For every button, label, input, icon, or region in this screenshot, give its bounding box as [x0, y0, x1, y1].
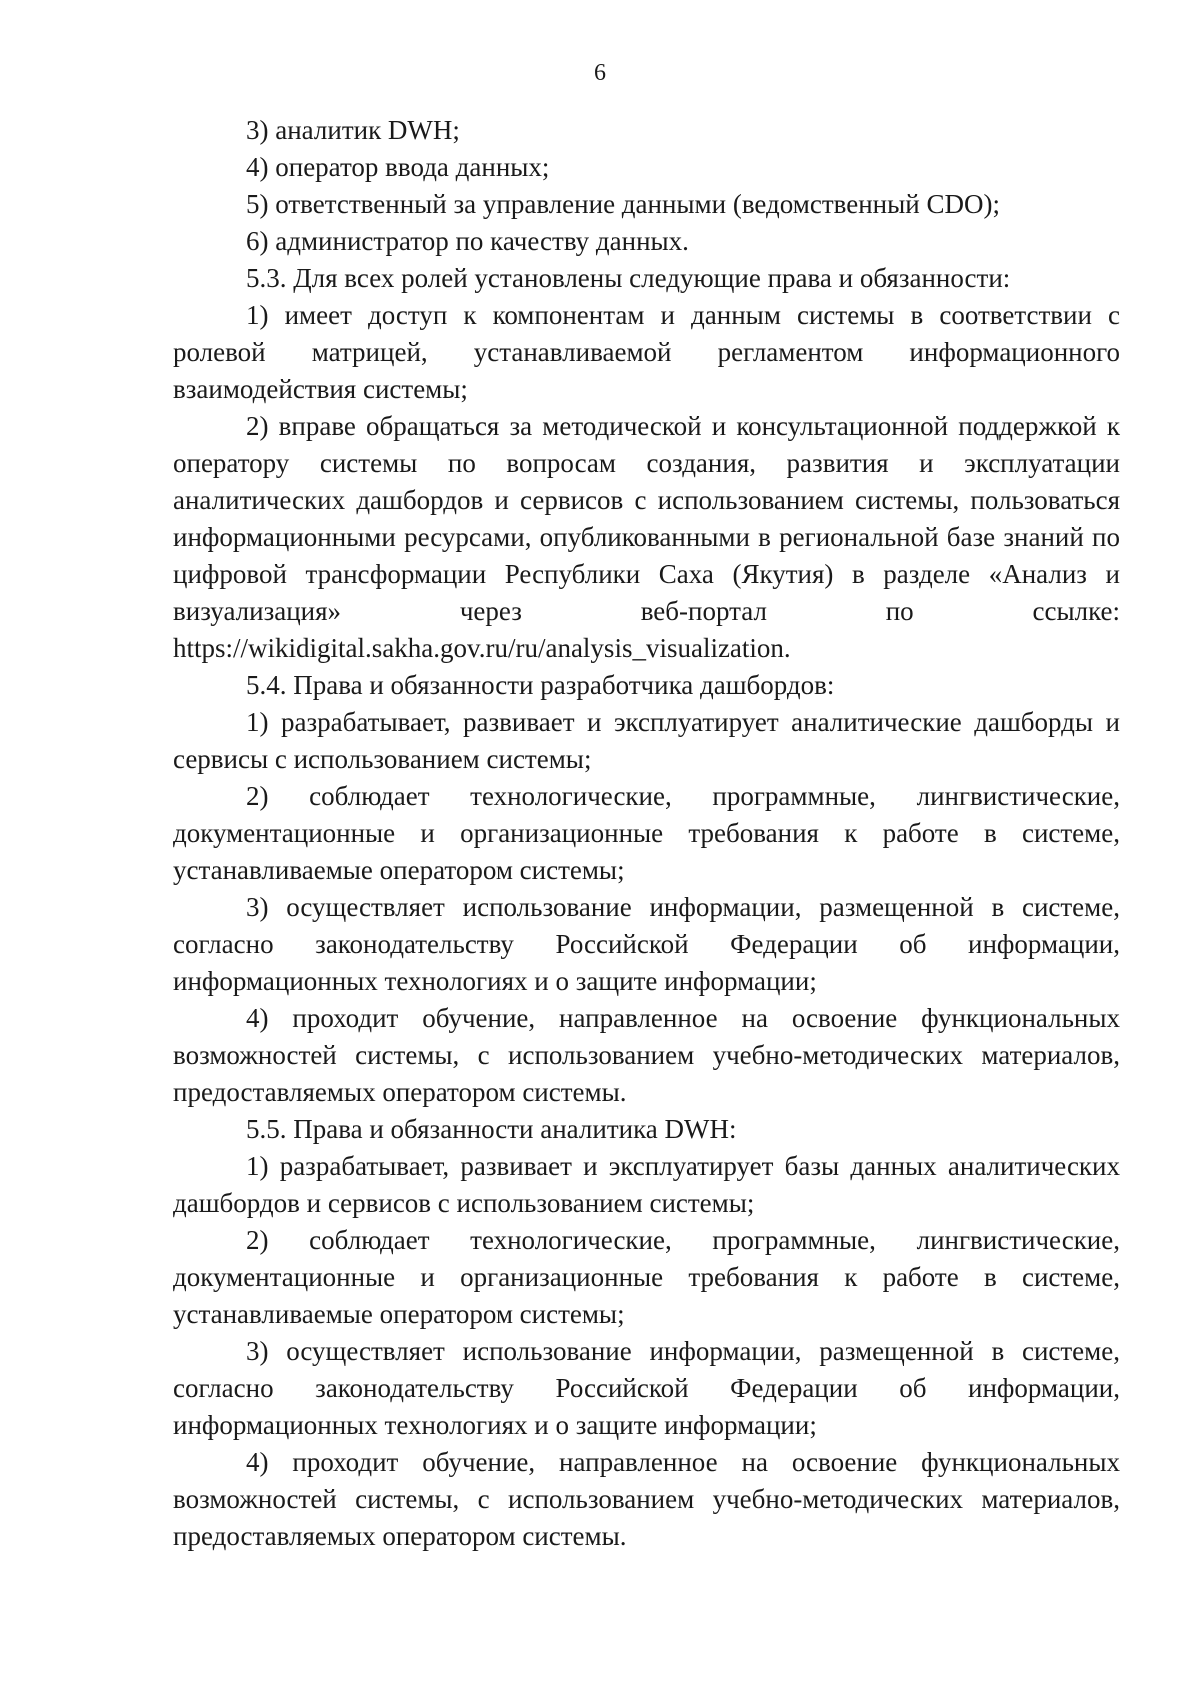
list-item-role-3: 3) аналитик DWH; — [246, 115, 460, 145]
paragraph-5-4-item-3: 3) осуществляет использование информации, размещенной в системе, согласно законодательству Российской Федерации об информации, информационных технологиях и о защите информации; — [173, 892, 1120, 996]
paragraph-5-3-item-2: 2) вправе обращаться за методической и консультационной поддержкой к оператору системы по вопросам создания, развития и эксплуатации аналитических дашбордов и сервисов с использованием системы, пользоваться информационными ресурсами, опубликованными в региональной базе знаний по цифровой трансформации Республики Саха (Якутия) в разделе «Анализ и визуализация» через веб-портал по ссылке: https://wikidigital.sakha.gov.ru/ru/analysis_visualization. — [173, 411, 1120, 663]
paragraph-5-4-item-4: 4) проходит обучение, направленное на освоение функциональных возможностей системы, с использованием учебно-методических материалов, предоставляемых оператором системы. — [173, 1003, 1120, 1107]
paragraph-5-4-item-2: 2) соблюдает технологические, программные, лингвистические, документационные и организационные требования к работе в системе, устанавливаемые оператором системы; — [173, 781, 1120, 885]
paragraph-5-5-item-1: 1) разрабатывает, развивает и эксплуатирует базы данных аналитических дашбордов и сервисов с использованием системы; — [173, 1151, 1120, 1218]
section-heading-5-4: 5.4. Права и обязанности разработчика дашбордов: — [246, 670, 835, 700]
section-heading-5-3: 5.3. Для всех ролей установлены следующие права и обязанности: — [246, 263, 1011, 293]
section-heading-5-5: 5.5. Права и обязанности аналитика DWH: — [246, 1114, 737, 1144]
paragraph-5-5-item-4: 4) проходит обучение, направленное на освоение функциональных возможностей системы, с использованием учебно-методических материалов, предоставляемых оператором системы. — [173, 1447, 1120, 1551]
document-body — [173, 112, 1120, 1555]
paragraph-5-4-item-1: 1) разрабатывает, развивает и эксплуатирует аналитические дашборды и сервисы с использованием системы; — [173, 707, 1120, 774]
paragraph-5-5-item-2: 2) соблюдает технологические, программные, лингвистические, документационные и организационные требования к работе в системе, устанавливаемые оператором системы; — [173, 1225, 1120, 1329]
list-item-role-4: 4) оператор ввода данных; — [246, 152, 550, 182]
page-number: 6 — [594, 60, 606, 86]
list-item-role-5: 5) ответственный за управление данными (ведомственный CDO); — [246, 189, 1000, 219]
list-item-role-6: 6) администратор по качеству данных. — [246, 226, 689, 256]
paragraph-5-5-item-3: 3) осуществляет использование информации, размещенной в системе, согласно законодательству Российской Федерации об информации, информационных технологиях и о защите информации; — [173, 1336, 1120, 1440]
paragraph-5-3-item-1: 1) имеет доступ к компонентам и данным системы в соответствии с ролевой матрицей, устанавливаемой регламентом информационного взаимодействия системы; — [173, 300, 1120, 404]
